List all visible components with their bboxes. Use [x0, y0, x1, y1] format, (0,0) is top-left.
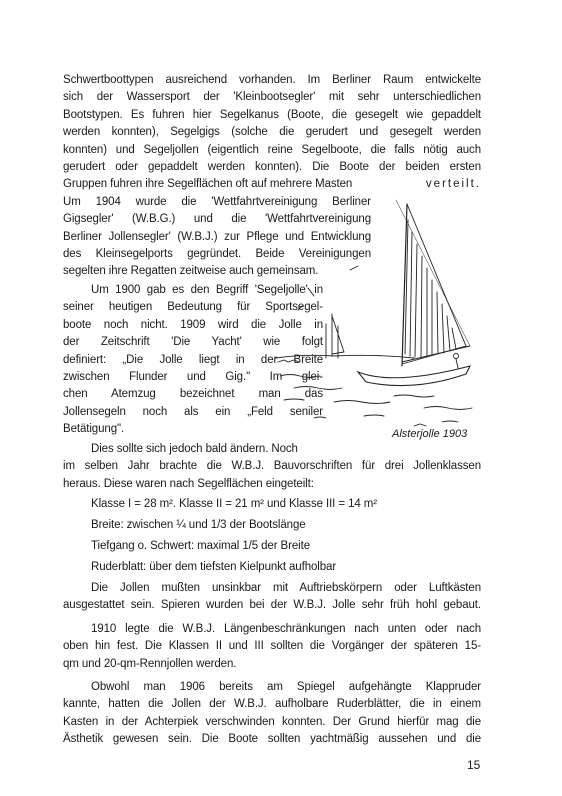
- paragraph-rudder: [63, 679, 481, 749]
- text-line: qm und 20-qm-Rennjollen werden.: [63, 657, 237, 670]
- illustration-caption: Alsterjolle 1903: [392, 428, 468, 440]
- text-line: zwischen Flunder und Gig." Im glei-: [63, 371, 323, 384]
- rule-item: Tiefgang o. Schwert: maximal 1/5 der Breite: [91, 540, 310, 552]
- text-fragment: Gruppen fuhren ihre Segelflächen oft auf mehrere Masten: [63, 178, 353, 191]
- text-line: [63, 176, 481, 193]
- text-line: kannte, hatten die Jollen der W.B.J. aufholbare Ruderblätter, die in einem: [63, 698, 481, 711]
- text-line: seiner heutigen Bedeutung für Sportsegel-: [63, 301, 323, 314]
- text-line: Berliner Jollensegler' (W.B.J.) zur Pflege und Entwicklung: [63, 230, 371, 243]
- text-line: im selben Jahr brachte die W.B.J. Bauvorschriften für drei Jollenklassen: [63, 460, 481, 473]
- text-line: Die Jollen mußten unsinkbar mit Auftriebskörpern oder Luftkästen: [91, 582, 481, 594]
- text-line: konnten) und Segeljollen (eigentlich reine Segelboote, die falls nötig auch: [63, 143, 481, 156]
- text-line: Ästhetik gewesen sein. Die Boote sollten yachtmäßig aussehen und die: [63, 733, 481, 746]
- text-line: Kasten in der Achterpiek verschwinden konnten. Der Grund hierfür mag die: [63, 715, 481, 728]
- text-line: Bootstypen. Es fuhren hier Segelkanus (Boote, die gesegelt wie gepaddelt: [63, 108, 481, 121]
- text-line: ausgestattet sein. Spieren wurden bei der W.B.J. Jolle sehr früh hohl gebaut.: [63, 599, 481, 612]
- text-line: gerudert oder gepaddelt werden konnten). Die Boote der beiden ersten: [63, 161, 481, 174]
- class-rules-list: [63, 494, 481, 578]
- text-line: Um 1900 gab es den Begriff 'Segeljolle' in: [91, 284, 323, 296]
- text-line: boote noch nicht. 1909 wird die Jolle in: [63, 318, 323, 331]
- text-line: 1910 legte die W.B.J. Längenbeschränkungen nach unten oder nach: [91, 623, 481, 635]
- rule-item: Breite: zwischen ¼ und 1/3 der Bootslänge: [91, 519, 306, 531]
- paragraph-intro: [63, 72, 481, 194]
- text-line: heraus. Diese waren nach Segelflächen eingeteilt:: [63, 477, 314, 490]
- text-fragment: verteilt.: [425, 178, 481, 191]
- text-line: der Zeitschrift 'Die Yacht' wie folgt: [63, 336, 323, 349]
- text-line: Dies sollte sich jedoch bald ändern. Noch: [91, 443, 298, 455]
- sailboat-illustration: [274, 196, 488, 442]
- page-number: 15: [467, 758, 481, 772]
- text-line: segelten ihre Regatten zeitweise auch gemeinsam.: [63, 265, 319, 278]
- text-line: definiert: „Die Jolle liegt in der Breite: [63, 353, 323, 366]
- text-line: sich der Wassersport der 'Kleinbootsegler' mit sehr unterschiedlichen: [63, 91, 481, 104]
- text-line: Gigsegler' (W.B.G.) und die 'Wettfahrtvereinigung: [63, 213, 371, 226]
- text-line: chen Atemzug bezeichnet man das: [63, 388, 323, 401]
- rule-item: Ruderblatt: über dem tiefsten Kielpunkt aufholbar: [91, 561, 337, 573]
- text-line: Betätigung".: [63, 423, 125, 436]
- text-line: des Kleinsegelports gegründet. Beide Vereinigungen: [63, 248, 371, 261]
- paragraph-buoyancy: [63, 580, 481, 615]
- text-line: Um 1904 wurde die 'Wettfahrtvereinigung Berliner: [63, 195, 371, 208]
- text-line: werden konnten), Segelgigs (solche die gerudert und gesegelt werden: [63, 126, 481, 139]
- text-line: Obwohl man 1906 bereits am Spiegel aufgehängte Klappruder: [91, 681, 481, 693]
- paragraph-length-rules: [63, 621, 481, 673]
- text-line: oben hin fest. Die Klassen II und III sollten die Vorgänger der späteren 15-: [63, 640, 481, 653]
- text-line: Schwertboottypen ausreichend vorhanden. Im Berliner Raum entwickelte: [63, 74, 481, 86]
- paragraph-building-rules: [63, 441, 481, 493]
- rule-item: Klasse I = 28 m². Klasse II = 21 m² und Klasse III = 14 m²: [91, 498, 377, 510]
- text-line: Jollensegeln noch als ein „Feld seniler: [63, 405, 323, 418]
